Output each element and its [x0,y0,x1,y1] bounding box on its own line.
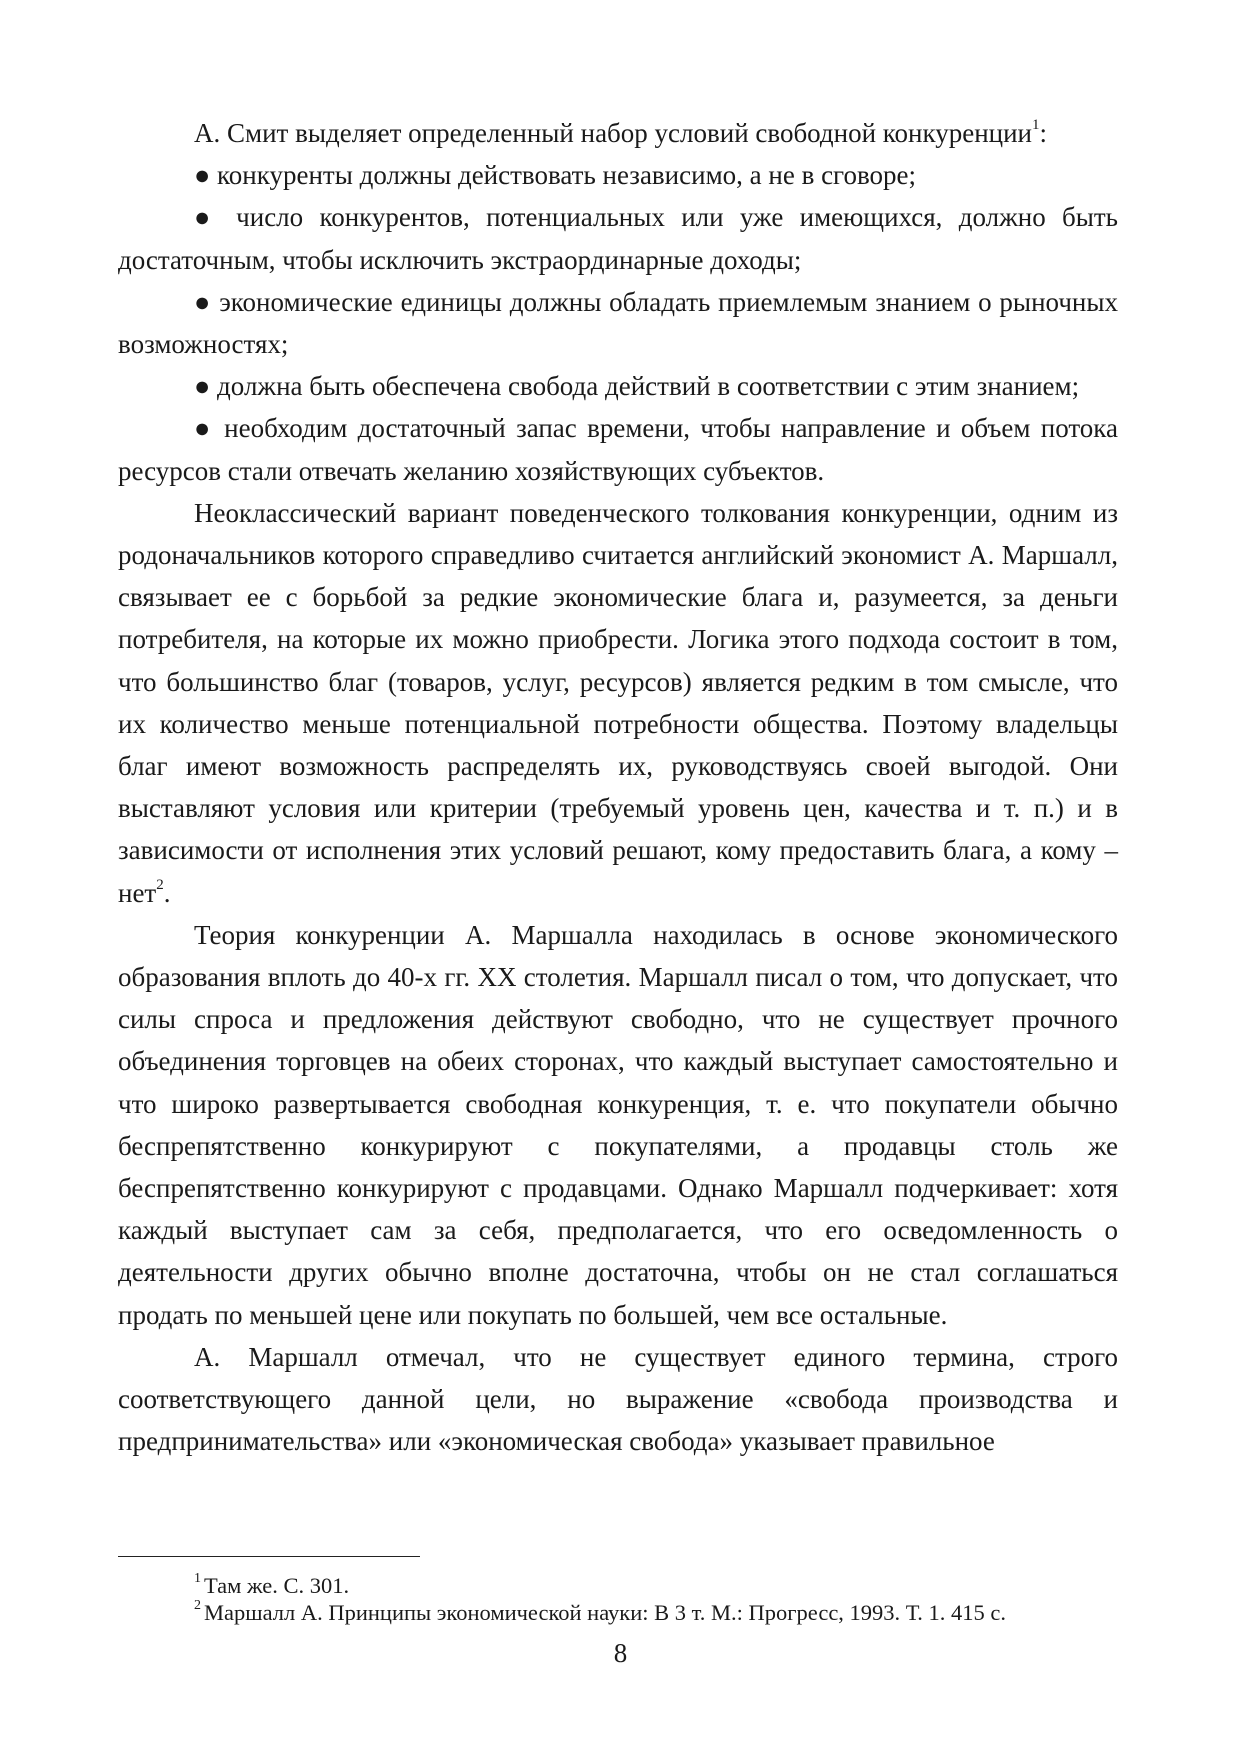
bullet-item-independent: ● конкуренты должны действовать независимо, а не в сговоре; [194,160,916,191]
paragraph-neoclassical: Неоклассический вариант поведенческого толкования конкуренции, одним из родоначальников которого справедливо считается английский экономист А. Маршалл, связывает ее с борьбой за редкие экономические блага и, разумеется, за деньги потребителя, на которые их можно приобрести. Логика этого подхода состоит в том, что большинство благ (товаров, услуг, ресурсов) является редким в том смысле, что их количество меньше потенциальной потребности общества. Поэтому владельцы благ имеют возможность распределять их, руководствуясь своей выгодой. Они выставляют условия или критерии (требуемый уровень цен, качества и т. п.) и в зависимости от исполнения этих условий решают, кому предоставить блага, а кому – нет$^2$. [118,497,1118,908]
paragraph-smith-conditions: А. Смит выделяет определенный набор условий свободной конкуренции$^1$: [194,117,1048,148]
page-body [118,112,1118,1463]
footnote-2: $^2$ Маршалл А. Принципы экономической науки: В 3 т. М.: Прогресс, 1993. Т. 1. 415 с. [194,1597,1007,1625]
footnote-ref-1[interactable]: 1 [1032,117,1040,133]
bullet-item-freedom-of-action: ● должна быть обеспечена свобода действий в соответствии с этим знанием; [194,371,1080,402]
page-number: 8 [613,1638,628,1668]
paragraph-marshall-theory: Теория конкуренции А. Маршалла находилась в основе экономического образования вплоть до 40-х гг. XX столетия. Маршалл писал о том, что допускает, что силы спроса и предложения действуют свободно, что не существует прочного объединения торговцев на обеих сторонах, что каждый выступает самостоятельно и что широко развертывается свободная конкуренция, т. е. что покупатели обычно беспрепятственно конкурируют с покупателями, а продавцы столь же беспрепятственно конкурируют с продавцами. Однако Маршалл подчеркивает: хотя каждый выступает сам за себя, предполагается, что его осведомленность о деятельности других обычно вполне достаточна, чтобы он не стал соглашаться продать по меньшей цене или покупать по большей, чем все остальные. [118,919,1118,1330]
bullet-item-number-of-competitors: ● число конкурентов, потенциальных или уже имеющихся, должно быть достаточным, чтобы исключить экстраординарные доходы; [118,202,1118,275]
footnote-number-1: 1 [194,1570,201,1586]
footnote-1: $^1$ Там же. С. 301. [194,1570,350,1598]
footnote-number-2: 2 [194,1597,201,1613]
bullet-item-knowledge: ● экономические единицы должны обладать приемлемым знанием о рыночных возможностях; [118,286,1118,360]
footnote-divider [118,1556,420,1557]
footnotes [118,1572,1118,1626]
footnote-ref-2[interactable]: 2 [156,876,164,893]
paragraph-marshall-term: А. Маршалл отмечал, что не существует единого термина, строго соответствующего данной цели, но выражение «свобода производства и предпринимательства» или «экономическая свобода» указывает правильное [118,1341,1118,1457]
bullet-item-time: ● необходим достаточный запас времени, чтобы направление и объем потока ресурсов стали отвечать желанию хозяйствующих субъектов. [118,413,1118,486]
